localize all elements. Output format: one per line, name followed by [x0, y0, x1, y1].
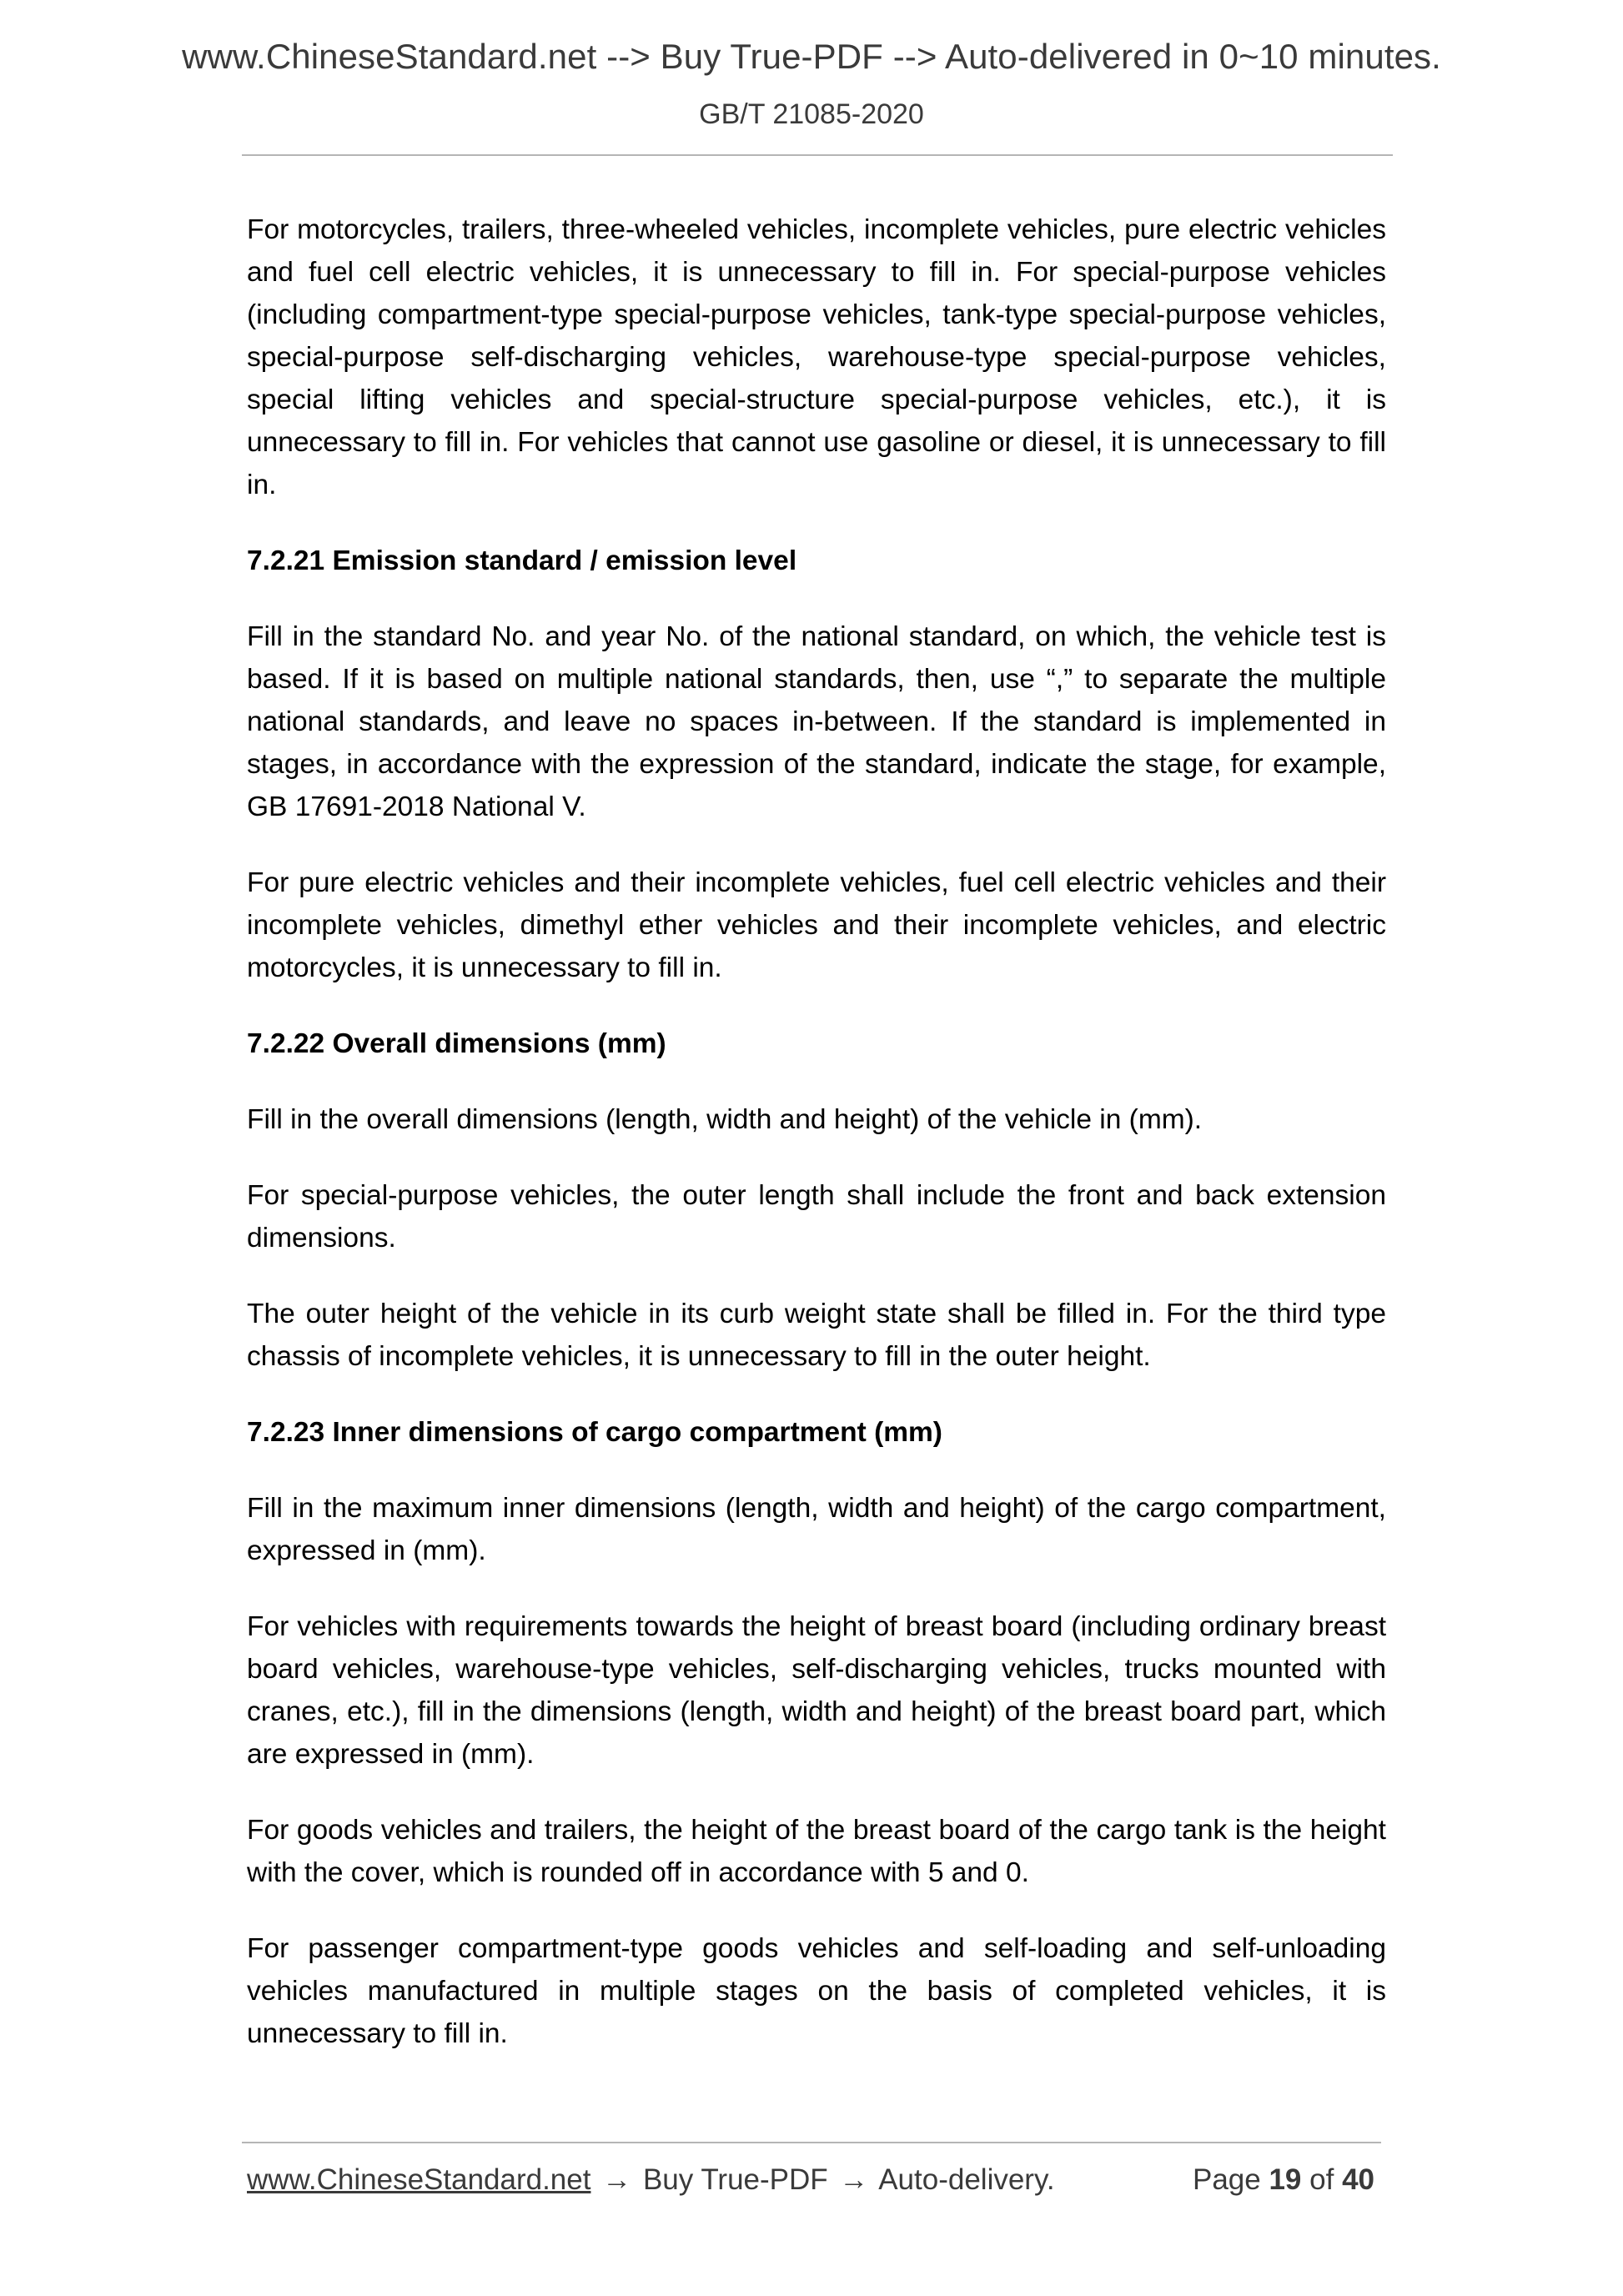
- top-banner: www.ChineseStandard.net --> Buy True-PDF --> Auto-delivered in 0~10 minutes.: [182, 37, 1441, 76]
- paragraph: Fill in the maximum inner dimensions (length, width and height) of the cargo compartment, expressed in (mm).: [247, 1493, 1386, 1566]
- page-indicator: [1193, 2163, 1374, 2197]
- footer-divider: [242, 2142, 1381, 2143]
- arrow-right-icon: →: [602, 2163, 632, 2196]
- paragraph: For passenger compartment-type goods vehicles and self-loading and self-unloading vehicles manufactured in multiple stages on the basis of completed vehicles, it is unnecessary to fill in.: [247, 1933, 1386, 2049]
- of-label: of: [1309, 2163, 1334, 2196]
- paragraph: For pure electric vehicles and their incomplete vehicles, fuel cell electric vehicles and their incomplete vehicles, dimethyl ether vehicles and their incomplete vehicles, and electric motorcycles, it is unnecessary to fill in.: [247, 867, 1386, 983]
- paragraph: For special-purpose vehicles, the outer length shall include the front and back extension dimensions.: [247, 1180, 1386, 1254]
- paragraph: For goods vehicles and trailers, the height of the breast board of the cargo tank is the height with the cover, which is rounded off in accordance with 5 and 0.: [247, 1815, 1386, 1888]
- section-heading-7-2-21: 7.2.21 Emission standard / emission level: [247, 545, 797, 576]
- section-heading-7-2-22: 7.2.22 Overall dimensions (mm): [247, 1028, 666, 1059]
- paragraph: Fill in the overall dimensions (length, width and height) of the vehicle in (mm).: [247, 1104, 1203, 1135]
- website-link[interactable]: www.ChineseStandard.net: [247, 2163, 591, 2196]
- total-pages: 40: [1342, 2163, 1374, 2196]
- standard-code: GB/T 21085-2020: [699, 98, 924, 130]
- paragraph: The outer height of the vehicle in its curb weight state shall be filled in. For the third type chassis of incomplete vehicles, it is unnecessary to fill in the outer height.: [247, 1299, 1386, 1372]
- paragraph: For vehicles with requirements towards the height of breast board (including ordinary breast board vehicles, warehouse-type vehicles, self-discharging vehicles, trucks mounted with cranes, etc.), fill in the dimensions (length, width and height) of the breast board part, which are expressed in (mm).: [247, 1611, 1386, 1770]
- page-label: Page: [1192, 2163, 1261, 2196]
- paragraph: For motorcycles, trailers, three-wheeled vehicles, incomplete vehicles, pure electric vehicles and fuel cell electric vehicles, it is unnecessary to fill in. For special-purpose vehicles (including compartment-type special-purpose vehicles, tank-type special-purpose vehicles, special-purpose self-discharging vehicles, warehouse-type special-purpose vehicles, special lifting vehicles and special-structure special-purpose vehicles, etc.), it is unnecessary to fill in. For vehicles that cannot use gasoline or diesel, it is unnecessary to fill in.: [247, 214, 1386, 500]
- page-footer: [247, 2163, 1374, 2197]
- document-body: [247, 208, 1386, 2088]
- header-divider: [242, 154, 1393, 156]
- delivery-text: Auto-delivery.: [878, 2163, 1055, 2196]
- page-number: 19: [1269, 2163, 1302, 2196]
- paragraph: Fill in the standard No. and year No. of the national standard, on which, the vehicle test is based. If it is based on multiple national standards, then, use “,” to separate the multiple national standards, and leave no spaces in-between. If the standard is implemented in stages, in accordance with the expression of the standard, indicate the stage, for example, GB 17691-2018 National V.: [247, 621, 1386, 822]
- arrow-right-icon: →: [839, 2163, 869, 2196]
- buy-text: Buy True-PDF: [642, 2163, 828, 2196]
- section-heading-7-2-23: 7.2.23 Inner dimensions of cargo compartment (mm): [247, 1417, 942, 1448]
